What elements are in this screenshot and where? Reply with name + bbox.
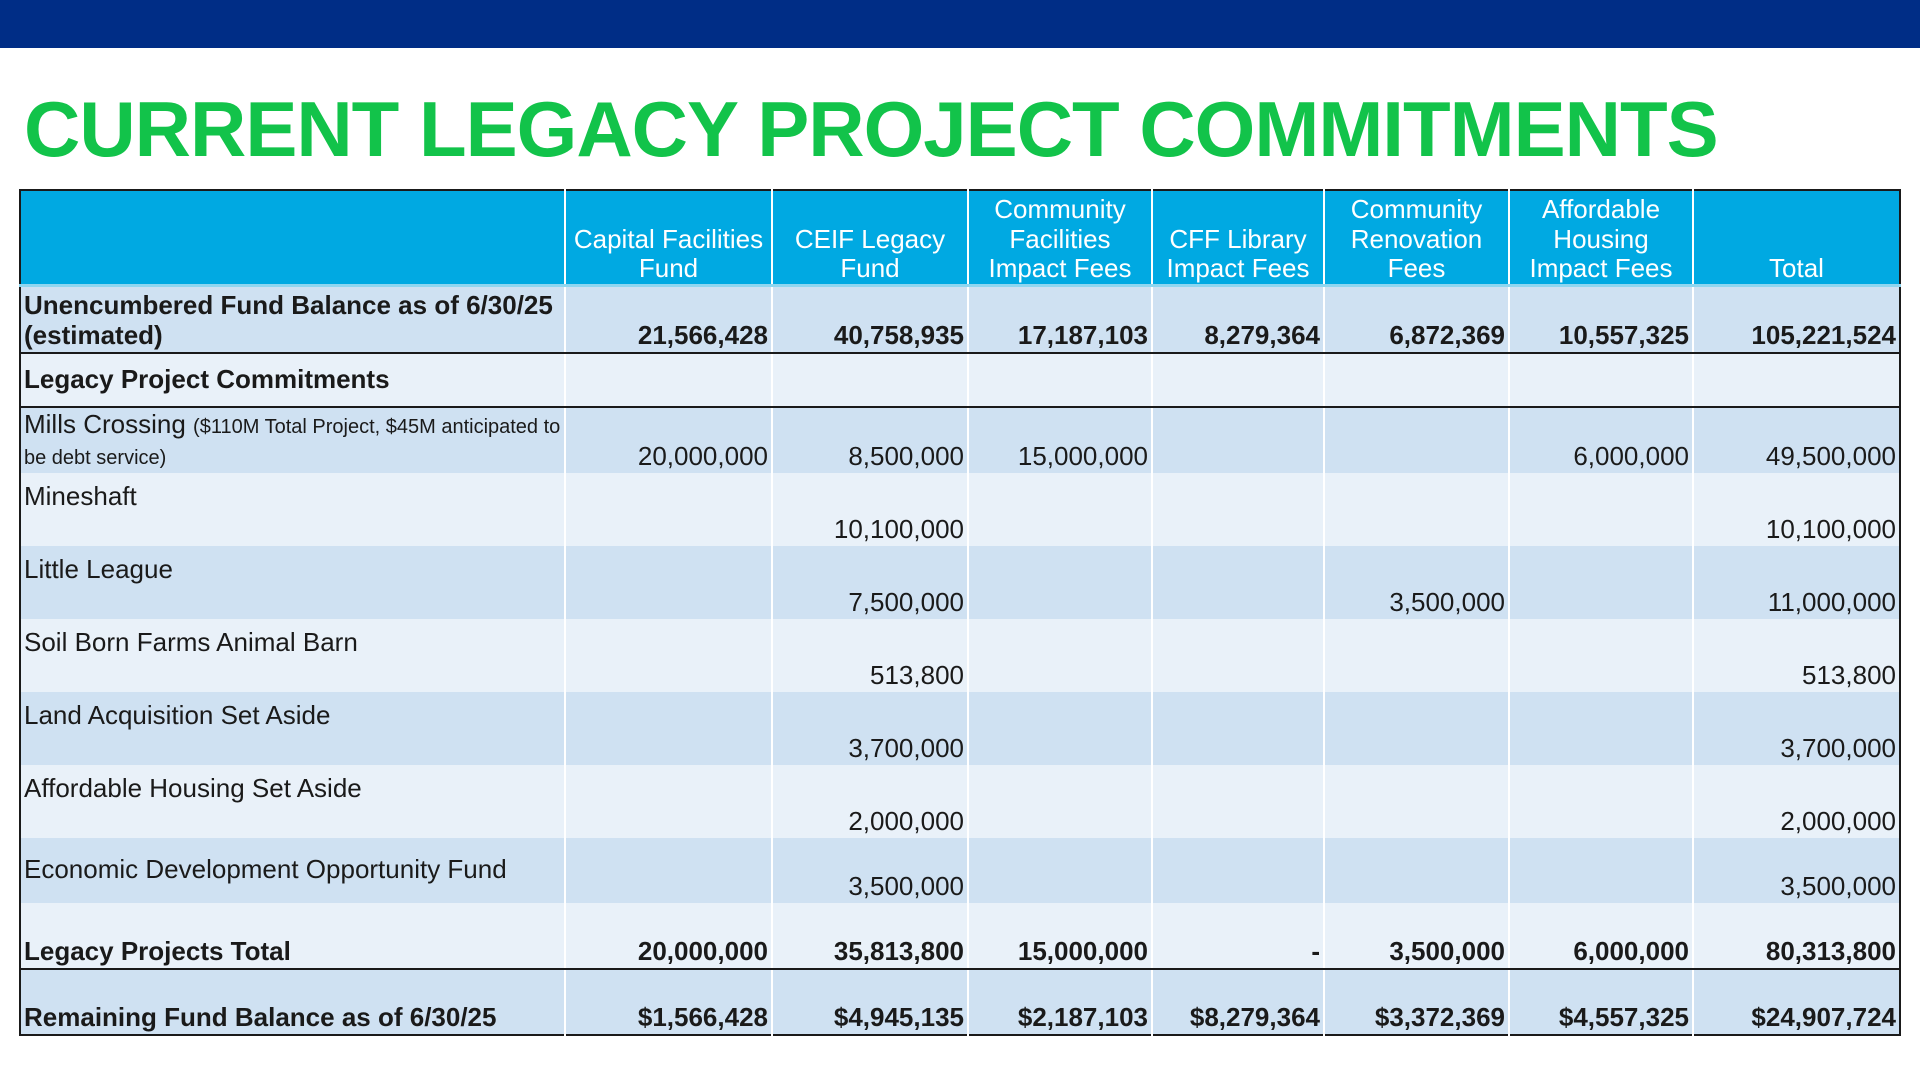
table-row — [20, 692, 1900, 765]
cell-value — [1324, 765, 1509, 838]
cell-value: 3,500,000 — [1324, 903, 1509, 969]
cell-value: $3,372,369 — [1324, 969, 1509, 1035]
row-label: Legacy Projects Total — [20, 903, 565, 969]
page-title: CURRENT LEGACY PROJECT COMMITMENTS — [24, 85, 1718, 173]
cell-value: 8,500,000 — [772, 407, 968, 473]
cell-value: 10,100,000 — [772, 473, 968, 546]
table-row — [20, 546, 1900, 619]
row-label: Unencumbered Fund Balance as of 6/30/25 (estimated) — [20, 286, 565, 354]
cell-value — [968, 473, 1152, 546]
cell-value — [1324, 407, 1509, 473]
cell-value — [1324, 838, 1509, 903]
cell-value: 2,000,000 — [772, 765, 968, 838]
cell-value — [1152, 692, 1324, 765]
section-heading-row — [20, 353, 1900, 407]
cell-value — [1152, 838, 1324, 903]
cell-value — [1152, 765, 1324, 838]
cell-value: 513,800 — [1693, 619, 1900, 692]
cell-value: 105,221,524 — [1693, 286, 1900, 354]
cell-value: 7,500,000 — [772, 546, 968, 619]
header-ceif-legacy-fund: CEIF Legacy Fund — [772, 190, 968, 286]
header-community-renovation-fees: Community Renovation Fees — [1324, 190, 1509, 286]
header-cff-library-impact-fees: CFF Library Impact Fees — [1152, 190, 1324, 286]
cell-value: 6,000,000 — [1509, 407, 1693, 473]
table-row — [20, 407, 1900, 473]
cell-value — [968, 546, 1152, 619]
cell-value: 10,100,000 — [1693, 473, 1900, 546]
cell-value: 3,700,000 — [772, 692, 968, 765]
cell-value — [968, 619, 1152, 692]
row-label: Land Acquisition Set Aside — [20, 692, 565, 765]
cell-value: 3,500,000 — [1324, 546, 1509, 619]
cell-value — [1509, 546, 1693, 619]
cell-value: 80,313,800 — [1693, 903, 1900, 969]
balance-row — [20, 286, 1900, 354]
section-label: Legacy Project Commitments — [20, 353, 565, 407]
table-row — [20, 838, 1900, 903]
cell-value — [968, 765, 1152, 838]
cell-value: 35,813,800 — [772, 903, 968, 969]
row-label: Remaining Fund Balance as of 6/30/25 — [20, 969, 565, 1035]
cell-value — [565, 619, 772, 692]
cell-value: 20,000,000 — [565, 903, 772, 969]
header-total: Total — [1693, 190, 1900, 286]
cell-value — [565, 546, 772, 619]
cell-value — [565, 765, 772, 838]
cell-value: 40,758,935 — [772, 286, 968, 354]
legacy-total-row — [20, 903, 1900, 969]
row-label: Affordable Housing Set Aside — [20, 765, 565, 838]
cell-value: 513,800 — [772, 619, 968, 692]
header-blank — [20, 190, 565, 286]
cell-value — [1509, 473, 1693, 546]
top-banner-bar — [0, 0, 1920, 48]
cell-value — [1152, 407, 1324, 473]
cell-value — [1509, 692, 1693, 765]
cell-value — [1509, 619, 1693, 692]
cell-value — [968, 692, 1152, 765]
cell-value: 20,000,000 — [565, 407, 772, 473]
remaining-balance-row — [20, 969, 1900, 1035]
cell-value: 49,500,000 — [1693, 407, 1900, 473]
cell-value: $24,907,724 — [1693, 969, 1900, 1035]
table-row — [20, 765, 1900, 838]
table-row — [20, 473, 1900, 546]
cell-value — [1324, 692, 1509, 765]
cell-value: 6,000,000 — [1509, 903, 1693, 969]
cell-value: $4,557,325 — [1509, 969, 1693, 1035]
row-label: Economic Development Opportunity Fund — [20, 838, 565, 903]
header-affordable-housing-impact-fees: Affordable Housing Impact Fees — [1509, 190, 1693, 286]
cell-value — [1509, 765, 1693, 838]
cell-value: 15,000,000 — [968, 903, 1152, 969]
row-label: Soil Born Farms Animal Barn — [20, 619, 565, 692]
cell-value — [565, 473, 772, 546]
cell-value: 3,700,000 — [1693, 692, 1900, 765]
cell-value: 21,566,428 — [565, 286, 772, 354]
cell-value — [1152, 546, 1324, 619]
cell-value — [1152, 619, 1324, 692]
header-row — [20, 190, 1900, 286]
cell-value: - — [1152, 903, 1324, 969]
row-label: Mineshaft — [20, 473, 565, 546]
cell-value: $8,279,364 — [1152, 969, 1324, 1035]
cell-value: 17,187,103 — [968, 286, 1152, 354]
cell-value: 6,872,369 — [1324, 286, 1509, 354]
cell-value: 11,000,000 — [1693, 546, 1900, 619]
cell-value: $1,566,428 — [565, 969, 772, 1035]
cell-value: 3,500,000 — [1693, 838, 1900, 903]
cell-value: 15,000,000 — [968, 407, 1152, 473]
cell-value: 10,557,325 — [1509, 286, 1693, 354]
cell-value — [1509, 838, 1693, 903]
cell-value: $4,945,135 — [772, 969, 968, 1035]
project-name: Mills Crossing — [24, 409, 186, 440]
cell-value: 8,279,364 — [1152, 286, 1324, 354]
cell-value — [565, 838, 772, 903]
header-community-facilities-impact-fees: Community Facilities Impact Fees — [968, 190, 1152, 286]
cell-value — [1152, 473, 1324, 546]
cell-value — [1324, 473, 1509, 546]
cell-value — [565, 692, 772, 765]
row-label — [20, 407, 565, 473]
cell-value: $2,187,103 — [968, 969, 1152, 1035]
cell-value — [968, 838, 1152, 903]
project-note: ($110M Total Project, $45M anticipated to be debt service) — [24, 416, 561, 469]
table-row — [20, 619, 1900, 692]
row-label: Little League — [20, 546, 565, 619]
commitments-table — [19, 189, 1901, 1036]
header-capital-facilities-fund: Capital Facilities Fund — [565, 190, 772, 286]
cell-value: 3,500,000 — [772, 838, 968, 903]
cell-value: 2,000,000 — [1693, 765, 1900, 838]
cell-value — [1324, 619, 1509, 692]
